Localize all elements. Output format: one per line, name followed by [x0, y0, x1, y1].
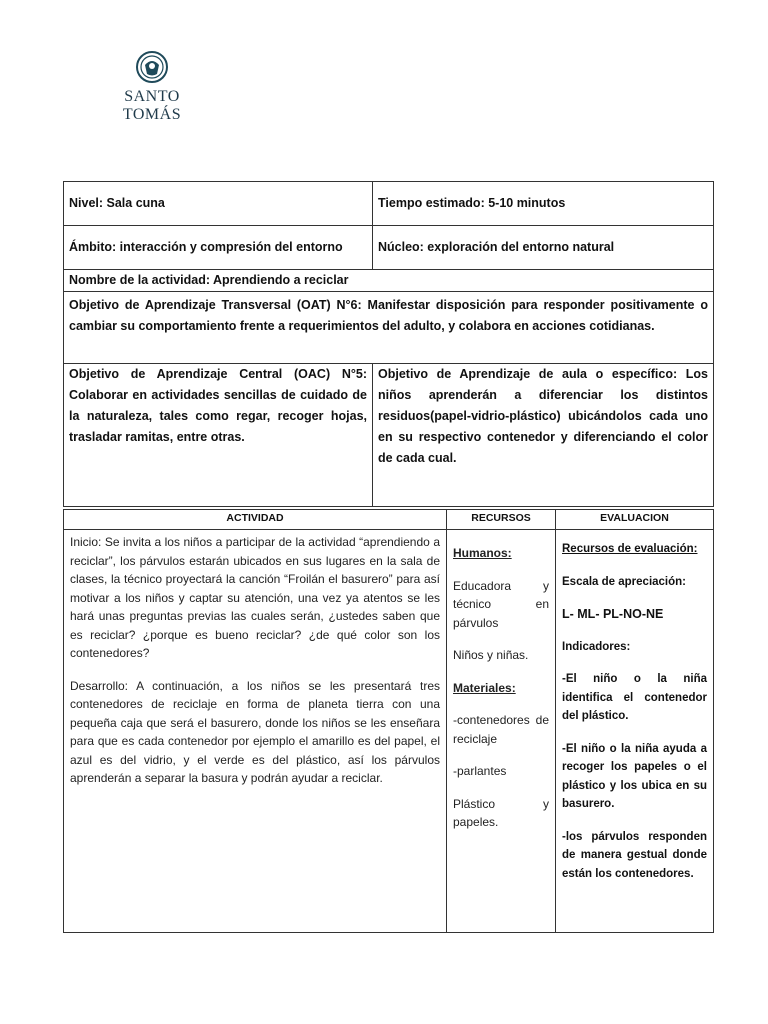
- desarrollo-paragraph: Desarrollo: A continuación, a los niños se les presentará tres contenedores de reciclaje en forma de planeta tierra con una pequeña caja que será el basurero, donde los niños se les enseñara para que es cada contenedor por ejemplo el amarillo es del papel, el azul es del vidrio, y el verde es del plástico, así los párvulos aprenderán a separar la basura y podrán ayudar a reciclar.: [70, 678, 440, 785]
- ambito-cell: Ámbito: interacción y compresión del entorno: [64, 226, 373, 270]
- activity-table: [63, 509, 714, 933]
- evaluacion-header: EVALUACION: [556, 510, 714, 530]
- actividad-cell: [64, 530, 447, 933]
- indicador-item: -El niño o la niña ayuda a recoger los papeles o el plástico y los ubica en su basurero.: [562, 742, 707, 810]
- institution-logo: [110, 50, 194, 124]
- humanos-item: Niños y niñas.: [453, 648, 529, 662]
- oat-cell: Objetivo de Aprendizaje Transversal (OAT) N°6: Manifestar disposición para responder positivamente o cambiar su comportamiento frente a requerimientos del adulto, y colabora en acciones cotidianas.: [64, 292, 714, 364]
- nucleo-cell: Núcleo: exploración del entorno natural: [373, 226, 714, 270]
- oac-cell: Objetivo de Aprendizaje Central (OAC) N°5: Colaborar en actividades sencillas de cuidado de la naturaleza, tales como regar, recoger hojas, trasladar ramitas, entre otras.: [64, 364, 373, 507]
- info-table: [63, 181, 714, 507]
- materiales-title: Materiales:: [453, 680, 516, 695]
- indicador-item: -los párvulos responden de manera gestual donde están los contenedores.: [562, 830, 707, 880]
- inicio-paragraph: Inicio: Se invita a los niños a participar de la actividad “aprendiendo a reciclar”, los párvulos estarán ubicados en sus lugares en la sala de clases, la técnico proyectará la canción “Froilán el basurero” para así motivar a los niños y captar su atención, una vez ya atentos se les hará unas preguntas previas las cuales serán, ¿ustedes saben que es reciclar? ¿porque es bueno reciclar? ¿de qué color son los contenedores?: [70, 535, 440, 660]
- escala-codes: L- ML- PL-NO-NE: [562, 607, 664, 621]
- nivel-cell: Nivel: Sala cuna: [64, 182, 373, 226]
- evaluacion-cell: [556, 530, 714, 933]
- escala-label: Escala de apreciación:: [562, 575, 687, 588]
- seal-icon: [136, 50, 168, 84]
- tiempo-cell: Tiempo estimado: 5-10 minutos: [373, 182, 714, 226]
- recursos-header: RECURSOS: [447, 510, 556, 530]
- recursos-cell: [447, 530, 556, 933]
- evaluacion-title: Recursos de evaluación:: [562, 543, 698, 555]
- materiales-item: -parlantes: [453, 764, 507, 778]
- brand-name-line1: SANTO: [124, 88, 180, 105]
- actividad-header: ACTIVIDAD: [64, 510, 447, 530]
- brand-name: [110, 88, 194, 124]
- brand-name-line2: TOMÁS: [122, 106, 182, 123]
- indicadores-label: Indicadores:: [562, 640, 631, 653]
- humanos-item: Educadora y técnico en párvulos: [453, 578, 549, 630]
- oa-aula-cell: Objetivo de Aprendizaje de aula o específico: Los niños aprenderán a diferenciar los distintos residuos(papel-vidrio-plástico) ubicándolos cada uno en su respectivo contenedor y diferenciando el color de cada cual.: [373, 364, 714, 507]
- indicador-item: -El niño o la niña identifica el contenedor del plástico.: [562, 673, 707, 722]
- nombre-actividad-cell: Nombre de la actividad: Aprendiendo a reciclar: [64, 270, 714, 292]
- humanos-title: Humanos:: [453, 546, 512, 560]
- materiales-item: -contenedores de reciclaje: [453, 713, 549, 746]
- materiales-item: Plástico y papeles.: [453, 796, 549, 829]
